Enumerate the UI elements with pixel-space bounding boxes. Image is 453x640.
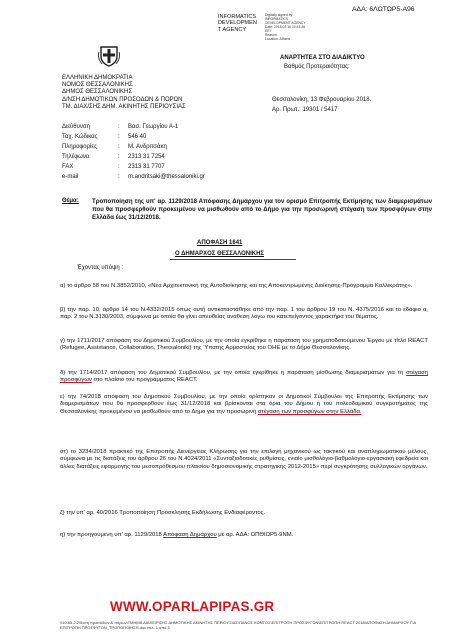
mayor-title: Ο ΔΗΜΑΡΧΟΣ ΘΕΣΣΑΛΟΝΙΚΗΣ xyxy=(175,251,265,257)
contact-row: Πληροφορίες : Μ. Ανδριτσάκη xyxy=(62,144,167,150)
subject-label: Θέμα: xyxy=(62,198,79,204)
contact-value: 2313 31 7707 xyxy=(128,164,165,170)
signature-line: INFORMATICS xyxy=(218,14,257,20)
red-underline xyxy=(170,259,296,260)
highlight-mayor-decision: Απόφαση Δημάρχου xyxy=(163,532,217,538)
org-line: ΔΗΜΟΣ ΘΕΣΣΑΛΟΝΙΚΗΣ xyxy=(62,89,133,96)
priority-label: Βαθμός Προτεραιότητας: xyxy=(284,64,350,70)
highlight-refugee-housing-greece: στέγαση των προσφύγων στην Ελλάδα. xyxy=(257,408,362,415)
paragraph-b: β) την παρ. 10, άρθρο 14 του Ν.4332/2015 όπως αυτή αντικαταστάθηκε από την παρ. 1 του άρθρου 19 του Ν. 4375/2016 και το εδάφιο α, παρ. 2 του Ν.3130/2003, σύμφωνα με οποία θα γίνει απευθείας ανάθεση λόγω του κατεπείγοντος χαρακτήρα του θέματος. xyxy=(60,307,428,321)
org-line: ΤΜ. ΔΙΑΧ/ΣΗΣ ΔΗΜ. ΑΚΙΝΗΤΗΣ ΠΕΡΙΟΥΣΙΑΣ xyxy=(62,103,186,110)
paragraph-c: γ) την 1711/2017 απόφαση του Δημοτικού Συμβουλίου, με την οποία εγκρίθηκε η παράταση του χρηματοδοτούμενου Έργου με τίτλο REACT (Refugee, Assistance, Collaboration, Thessaloniki) της Ύπατης Αρμοστείας του ΟΗΕ με το Δήμο Θεσσαλονίκης. xyxy=(60,338,428,352)
highlight-refugee-housing: στέγαση προσφύγων xyxy=(60,370,428,384)
paragraph-f: στ) το 3234/2018 πρακτικό της Επιτροπής Διενέργειας Κλήρωσης για την επιλογή μηχανικού ως τακτικού και αναπληρωματικού μέλους, σύμφωνα με τις διατάξεις του άρθρου 26 του Ν.4024/2011 «Συνταξιοδοτικές ρυθμίσεις, ενιαίο μισθολόγιο-βαθμολόγιο-εργασιακή εφεδρεία και άλλες διατάξεις εφαρμογής του μεσοπρόθεσμου πλαισίου δημοσιονομικής στρατηγικής 2012-2015» περί συγκρότησης συλλογικών οργάνων. xyxy=(60,449,428,470)
ada-code: ΑΔΑ: 6ΛΩΤΩΡ5-Α96 xyxy=(352,6,415,13)
contact-row: FAX : 2313 31 7707 xyxy=(62,164,165,170)
file-path-footer: \\10.65.2.2\δνση προσόδων & πόρων\ΤΜΗΜΑ ΔΙΑΧΕΙΡΙΣΗΣ ΔΗΜΟΤΙΚΗΣ ΑΚΙΝΗΤΗΣ ΠΕΡΙΟΥΣΙΑΣ\ΠΑΝΟΣ ΚΟΝΤΟΣ\ΕΠΙΤΡΟΠΗ ΠΡΟΣΦΥΓΩΝ\ΕΠΙΤΡΟΠΗ REACT 2018\ΑΠΟΦΑΣΗ ΔΗΜΑΡΧΟΥ ΓΙΑ ΕΠΙΤΡΟΠΗ ΠΡΟΣΦΥΓΩΝ_ΤΡΟΠΟΠΟΙΗΣΗ.doc σελ. 1 από 3 xyxy=(60,620,416,630)
contact-key: Ταχ. Κώδικας xyxy=(62,134,98,140)
greek-emblem-icon xyxy=(97,44,121,68)
paragraph-e: ε) την 74/2018 απόφαση του Δημοτικού Συμβουλίου, με την οποία ορίστηκαν οι Δημοτικοί Σύμβουλοι της Επιτροπής Εκτίμησης των διαμερισμάτων που θα προσφερθούν έως 31/12/2018 και βρίσκονται στα όρια του Δήμου ή του πολεοδομικού συγκροτήματος της Θεσσαλονίκης προκειμένου να μισθωθούν από το Δήμο για την προσωρινή στέγαση των προσφύγων στην Ελλάδα. xyxy=(60,394,428,415)
signature-line: T AGENCY xyxy=(218,26,247,33)
subject-text: Τροποποίηση της υπ' αρ. 1129/2018 Απόφασης Δημάρχου για τον ορισμό Επιτροπής Εκτίμησης των διαμερισμάτων που θα προσφερθούν προκειμένου να μισθωθούν από το Δήμο για την προσωρινή στέγαση των προσφύγων στην Ελλάδα έως 31/12/2018. xyxy=(92,198,432,221)
contact-key: e-mail xyxy=(62,174,79,180)
paragraph-a: α) το άρθρο 58 του Ν.3852/2010, «Νέα Αρχιτεκτονική της Αυτοδιοίκησης και της Αποκεντρωμένης Διοίκησης-Πρόγραμμα Καλλικράτης». xyxy=(60,283,413,289)
organization-block xyxy=(62,75,186,111)
signature-line: DEVELOPMEN xyxy=(218,20,257,27)
contact-value: 2313 31 7254 xyxy=(128,154,165,160)
org-line: Δ/ΝΣΗ ΔΗΜΟΤΙΚΩΝ ΠΡΟΣΟΔΩΝ & ΠΟΡΩΝ xyxy=(62,96,183,103)
having-in-view: Έχοντας υπόψη : xyxy=(77,265,124,271)
org-line: ΝΟΜΟΣ ΘΕΣΣΑΛΟΝΙΚΗΣ xyxy=(62,82,133,89)
contact-row: Διεύθυνση : Βασ. Γεωργίου Α-1 xyxy=(62,124,179,130)
org-line: ΕΛΛΗΝΙΚΗ ΔΗΜΟΚΡΑΤΙΑ xyxy=(62,75,133,81)
protocol-number: Αρ. Πρωτ.: 19301 / 5417 xyxy=(272,107,338,113)
paragraph-h: η) την προηγούμενη υπ' αρ. 1129/2018 Απόφαση Δημάρχου με αρ. ΑΔΑ: ΩΠΘΙΩΡ5-9ΝΜ. xyxy=(60,532,294,538)
contact-row: e-mail : m.andritsaki@thessaloniki.gr xyxy=(62,174,205,180)
site-watermark: WWW.OPARLAPIPAS.GR xyxy=(110,599,275,614)
contact-key: Πληροφορίες xyxy=(62,144,97,150)
digital-signature-label xyxy=(218,14,257,33)
contact-value: Βασ. Γεωργίου Α-1 xyxy=(128,124,179,130)
contact-key: Διεύθυνση xyxy=(62,124,90,130)
paragraph-g: ζ) την υπ' αρ. 40/2016 Τροποποίηση Πρόσκλησης Εκδήλωσης Ενδιαφέροντος. xyxy=(60,510,266,516)
document-date: Θεσσαλονίκη, 13 Φεβρουαρίου 2018. xyxy=(272,97,372,103)
signature-details: Digitally signed by INFORMATICS DEVELOPMENT AGENCY Date: 2018.02.16 10:43:26 EET Reason: Location: Athens xyxy=(265,13,306,41)
posted-online-label: ΑΝΑΡΤΗΤΕΑ ΣΤΟ ΔΙΑΔΙΚΤΥΟ xyxy=(280,55,365,61)
contact-row: Τηλέφωνο : 2313 31 7254 xyxy=(62,154,165,160)
contact-row: Ταχ. Κώδικας : 546 40 xyxy=(62,134,147,140)
contact-value: 546 40 xyxy=(128,134,147,140)
paragraph-d: δ) την 1714/2017 απόφαση του Δημοτικού Συμβουλίου, με την οποία εγκρίθηκε η παράταση μίσθωσης διαμερισμάτων για τη στέγαση προσφύγων στο πλαίσιο του προγράμματος REACT. xyxy=(60,370,428,384)
contact-value: m.andritsaki@thessaloniki.gr xyxy=(128,174,205,180)
contact-value: Μ. Ανδριτσάκη xyxy=(128,144,167,150)
contact-key: Τηλέφωνο xyxy=(62,154,90,160)
decision-number: ΑΠΟΦΑΣΗ 1641 xyxy=(197,240,243,246)
contact-key: FAX xyxy=(62,164,74,170)
